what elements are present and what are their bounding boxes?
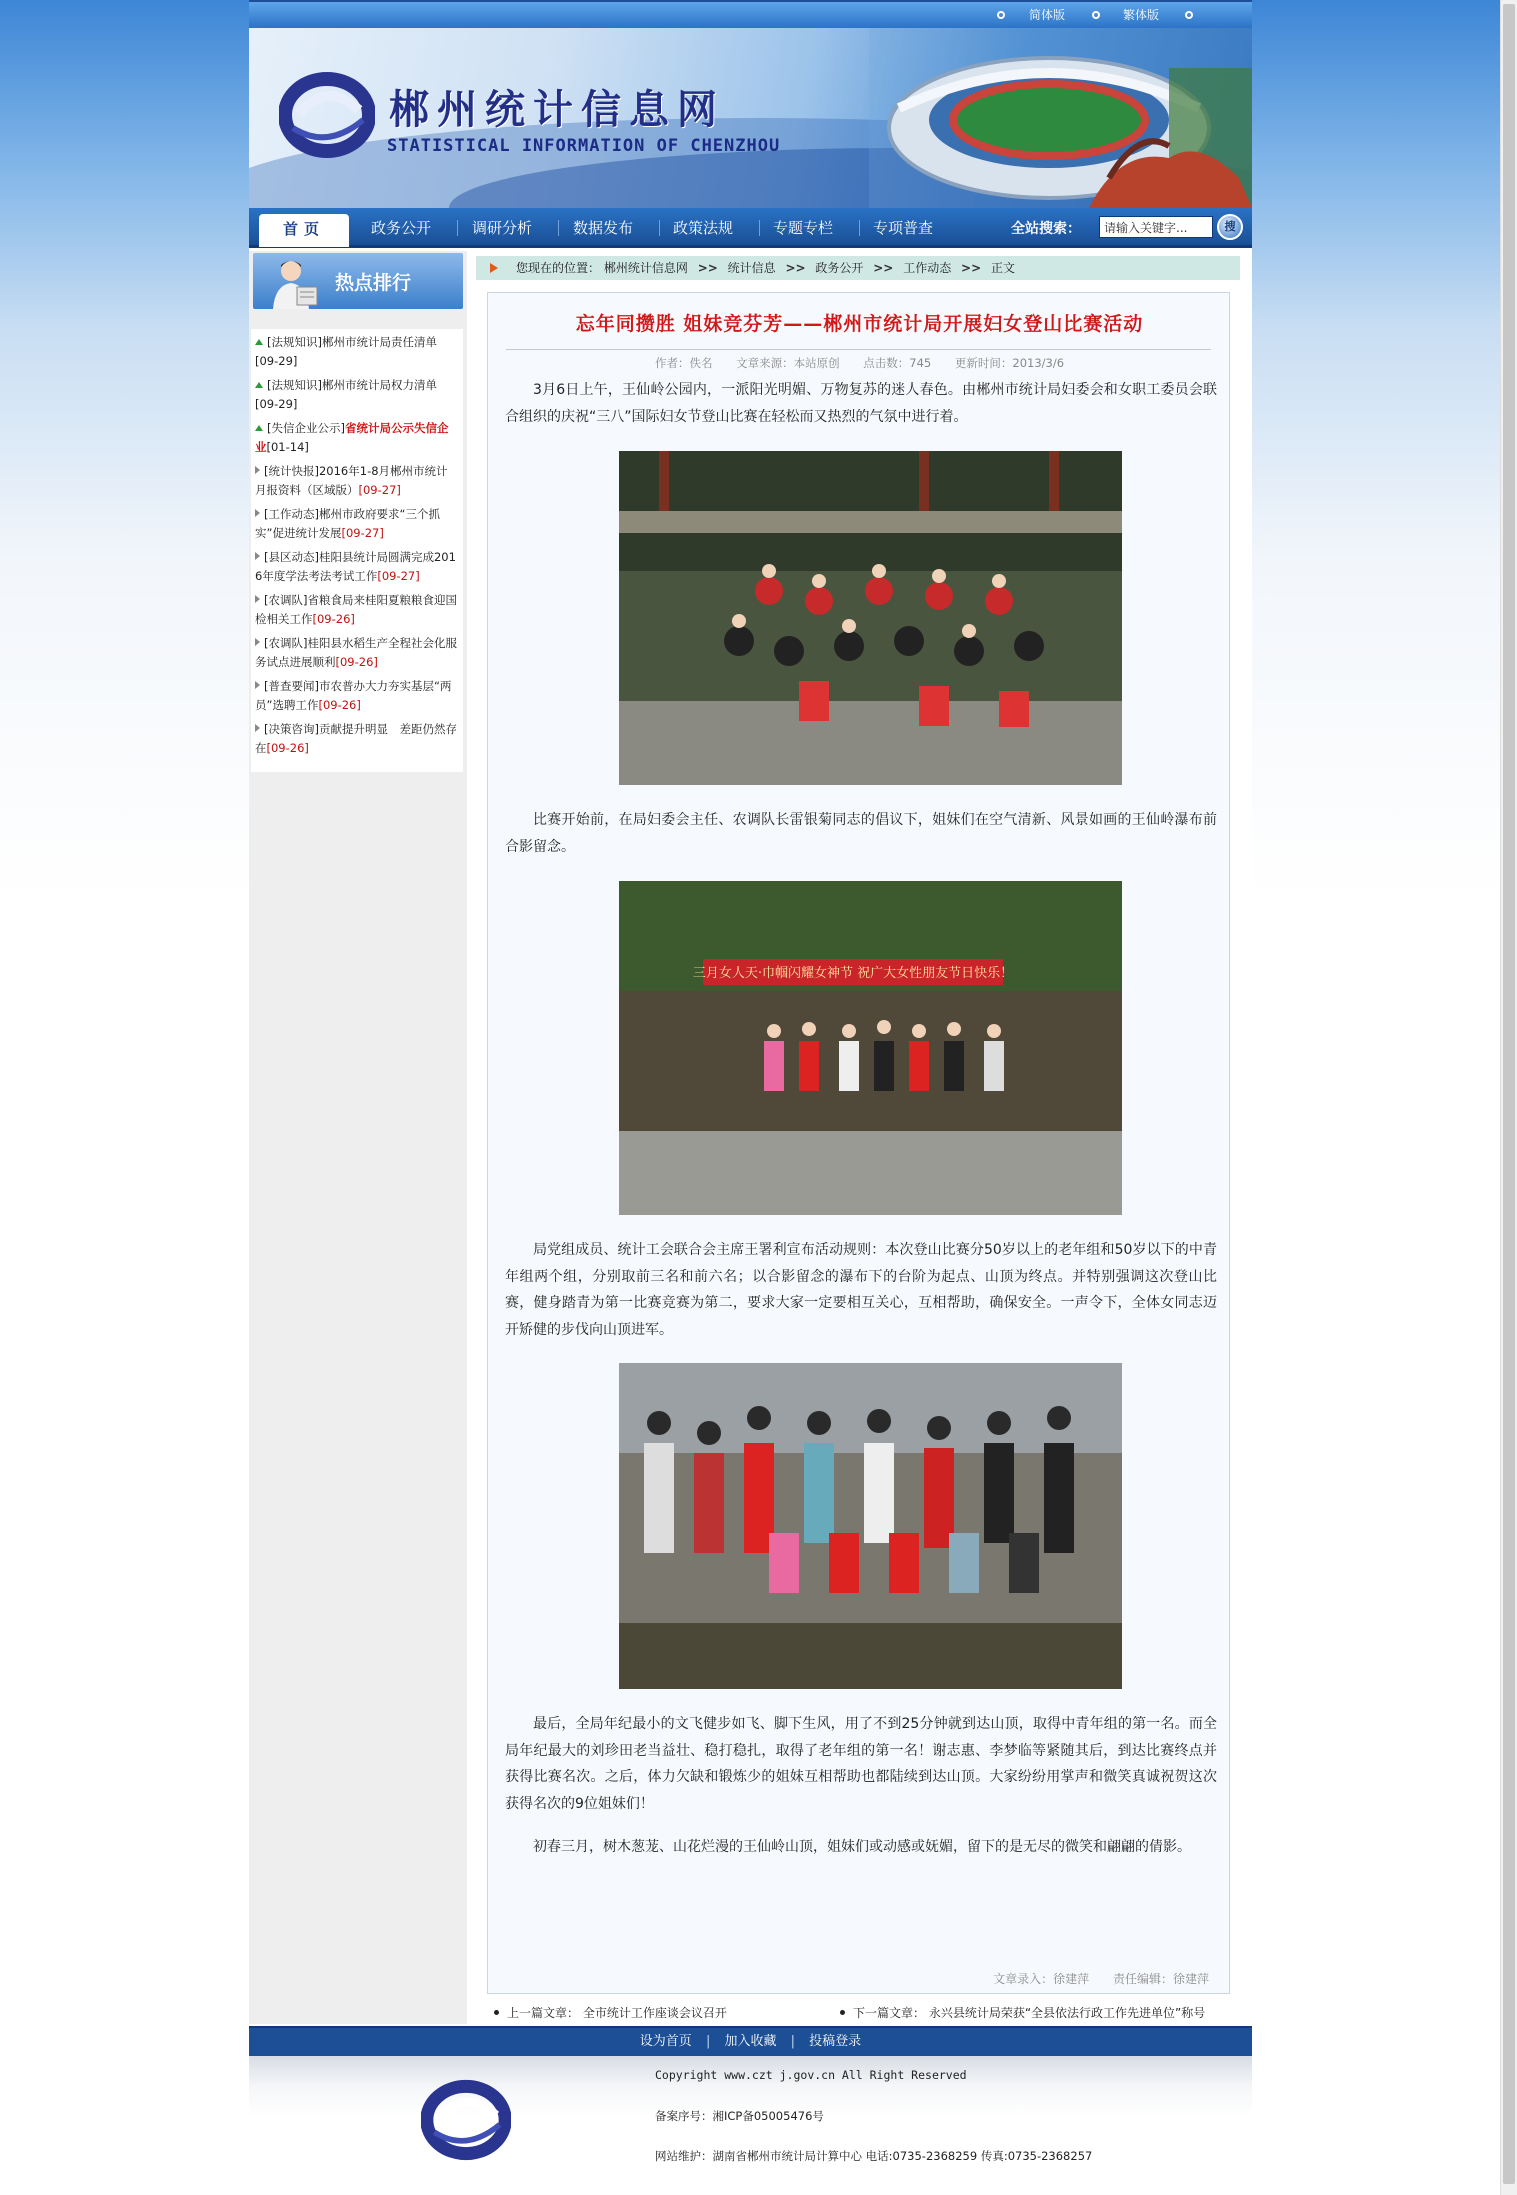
add-favorite-link[interactable]: 加入收藏 xyxy=(724,2034,777,2049)
sidebar xyxy=(249,251,467,2024)
breadcrumb-separator: >> xyxy=(873,261,894,275)
article-recorder: 文章录入：徐建萍 xyxy=(993,1972,1090,1986)
article-photo xyxy=(619,451,1122,785)
article xyxy=(487,292,1230,1994)
breadcrumb-item[interactable]: 政务公开 xyxy=(815,261,864,275)
page-footer xyxy=(249,2056,1252,2176)
bullet-icon xyxy=(255,681,260,689)
hot-item[interactable]: [失信企业公示]省统计局公示失信企业[01-14] xyxy=(255,421,449,454)
hot-ranking-title: 热点排行 xyxy=(335,272,412,294)
nav-separator xyxy=(759,220,760,236)
breadcrumb-current: 正文 xyxy=(990,261,1015,275)
breadcrumb xyxy=(476,256,1240,280)
banner-text: 三月女人天·巾帼闪耀女神节 祝广大女性朋友节日快乐！ xyxy=(692,966,1014,981)
breadcrumb-label: 您现在的位置： xyxy=(516,261,601,275)
bullet-icon xyxy=(255,638,260,646)
submit-login-link[interactable]: 投稿登录 xyxy=(809,2034,862,2049)
set-homepage-link[interactable]: 设为首页 xyxy=(639,2034,692,2049)
article-paragraph: 最后，全局年纪最小的文飞健步如飞、脚下生风，用了不到25分钟就到达山顶，取得中青年组的第一名。而全局年纪最大的刘珍田老当益壮、稳打稳扎，取得了老年组的第一名！谢志惠、李梦临等紧随其后，到达比赛终点并获得比赛名次。之后，体力欠缺和锻炼少的姐妹互相帮助也都陆续到达山顶。大家纷纷用掌声和微笑真诚祝贺这次获得名次的9位姐妹们！ xyxy=(505,1716,1217,1812)
footer-separator: | xyxy=(790,2034,796,2049)
site-subtitle: STATISTICAL INFORMATION OF CHENZHOU xyxy=(387,136,781,156)
footer-separator: | xyxy=(705,2034,711,2049)
bullet-icon xyxy=(255,552,260,560)
site-title: 郴州统计信息网 xyxy=(389,87,725,133)
dot-icon xyxy=(997,11,1005,19)
footer-icp: 备案序号：湘ICP备05005476号 xyxy=(655,2109,824,2123)
meta-updated: 更新时间：2013/3/6 xyxy=(954,356,1065,370)
article-paragraph: 局党组成员、统计工会联合会主席王署利宣布活动规则：本次登山比赛分50岁以上的老年组和50岁以下的中青年组两个组，分别取前三名和前六名；以合影留念的瀑布下的台阶为起点、山顶为终点。并特别强调这次登山比赛，健身踏青为第一比赛竞赛为第二，要求大家一定要相互关心，互相帮助，确保安全。一声令下，全体女同志迈开矫健的步伐向山顶进军。 xyxy=(505,1242,1217,1338)
bullet-icon xyxy=(255,724,260,732)
meta-clicks: 点击数：745 xyxy=(863,356,932,370)
nav-separator xyxy=(859,220,860,236)
article-meta xyxy=(488,355,1231,371)
footer-logo-icon xyxy=(421,2078,511,2166)
scrollbar-thumb[interactable] xyxy=(1503,4,1515,2184)
nav-government-affairs[interactable]: 政务公开 xyxy=(371,219,432,237)
article-paragraph: 3月6日上午，王仙岭公园内，一派阳光明媚、万物复苏的迷人春色。由郴州市统计局妇委会和女职工委员会联合组织的庆祝“三八”国际妇女节登山比赛在轻松而又热烈的气氛中进行着。 xyxy=(505,382,1217,425)
title-divider xyxy=(506,349,1211,350)
breadcrumb-separator: >> xyxy=(697,261,718,275)
article-paragraph: 比赛开始前，在局妇委会主任、农调队长雷银菊同志的倡议下，姐妹们在空气清新、风景如画的王仙岭瀑布前合影留念。 xyxy=(505,812,1217,855)
breadcrumb-item[interactable]: 统计信息 xyxy=(727,261,776,275)
search-input[interactable] xyxy=(1099,216,1213,238)
article-photo xyxy=(619,881,1122,1215)
hot-item[interactable]: [农调队]省粮食局来桂阳夏粮粮食迎国检相关工作[09-26] xyxy=(255,593,457,626)
traditional-link[interactable]: 繁体版 xyxy=(1123,8,1160,22)
article-title: 忘年同攒胜 姐妹竞芬芳——郴州市统计局开展妇女登山比赛活动 xyxy=(575,313,1144,335)
prev-article-link[interactable]: 上一篇文章： 全市统计工作座谈会议召开 xyxy=(494,2004,727,2021)
footer-maintainer: 网站维护：湖南省郴州市统计局计算中心 电话:0735-2368259 传真:0735-2368257 xyxy=(655,2149,1093,2163)
arrow-icon xyxy=(490,263,498,273)
top-strip xyxy=(249,0,1252,28)
breadcrumb-separator: >> xyxy=(961,261,982,275)
simplified-link[interactable]: 简体版 xyxy=(1029,8,1066,22)
meta-author: 作者：佚名 xyxy=(654,356,713,370)
bullet-icon xyxy=(255,382,263,388)
nav-special-census[interactable]: 专项普查 xyxy=(873,219,934,237)
dot-icon xyxy=(1092,11,1100,19)
search-button[interactable]: 搜 xyxy=(1217,214,1243,240)
bullet-icon xyxy=(494,2010,499,2015)
footer-links-bar xyxy=(249,2026,1252,2056)
bullet-icon xyxy=(255,466,260,474)
search-label: 全站搜索： xyxy=(1011,221,1081,237)
bullet-icon xyxy=(255,339,263,345)
header-banner xyxy=(249,28,1252,208)
hot-item[interactable]: [法规知识]郴州市统计局责任清单 [09-29] xyxy=(255,335,437,368)
nav-home[interactable]: 首页 xyxy=(259,214,349,247)
article-paragraph: 初春三月，树木葱茏、山花烂漫的王仙岭山顶，姐妹们或动感或妩媚，留下的是无尽的微笑和翩翩的倩影。 xyxy=(533,1839,1191,1855)
footer-copyright: Copyright www.czt j.gov.cn All Right Reserved xyxy=(655,2068,967,2082)
nav-special-column[interactable]: 专题专栏 xyxy=(773,219,834,237)
hot-ranking-header xyxy=(253,253,463,309)
bullet-icon xyxy=(255,509,260,517)
bullet-icon xyxy=(255,425,263,431)
hot-item[interactable]: [法规知识]郴州市统计局权力清单 [09-29] xyxy=(255,378,437,411)
page-scrollbar[interactable] xyxy=(1500,0,1517,2195)
nav-data-release[interactable]: 数据发布 xyxy=(573,219,634,237)
hot-item[interactable]: [工作动态]郴州市政府要求“三个抓实”促进统计发展[09-27] xyxy=(255,507,440,540)
breadcrumb-separator: >> xyxy=(785,261,806,275)
page-wrapper xyxy=(249,0,1252,2195)
nav-separator xyxy=(558,220,559,236)
prev-next-links xyxy=(494,2004,1244,2024)
hot-item[interactable]: [普查要闻]市农普办大力夯实基层“两员”选聘工作[09-26] xyxy=(255,679,452,712)
site-logo-icon xyxy=(279,70,375,164)
article-photo xyxy=(619,1363,1122,1689)
bullet-icon xyxy=(255,595,260,603)
next-article-link[interactable]: 下一篇文章： 永兴县统计局荣获“全县依法行政工作先进单位”称号 xyxy=(840,2004,1205,2021)
nav-separator xyxy=(659,220,660,236)
hot-ranking-list xyxy=(251,329,463,772)
nav-research-analysis[interactable]: 调研分析 xyxy=(472,219,533,237)
bullet-icon xyxy=(840,2010,845,2015)
hot-item[interactable]: [农调队]桂阳县水稻生产全程社会化服务试点进展顺利[09-26] xyxy=(255,636,457,669)
article-editor: 责任编辑：徐建萍 xyxy=(1112,1972,1209,1986)
breadcrumb-item[interactable]: 郴州统计信息网 xyxy=(603,261,688,275)
main-nav xyxy=(249,208,1252,248)
nav-separator xyxy=(457,220,458,236)
breadcrumb-item[interactable]: 工作动态 xyxy=(903,261,952,275)
hot-item[interactable]: [统计快报]2016年1-8月郴州市统计月报资料（区域版）[09-27] xyxy=(255,464,448,497)
meta-source: 文章来源：本站原创 xyxy=(736,356,840,370)
stadium-image xyxy=(869,28,1252,208)
hot-item[interactable]: [县区动态]桂阳县统计局圆满完成2016年度学法考法考试工作[09-27] xyxy=(255,550,456,583)
nav-policy-law[interactable]: 政策法规 xyxy=(673,219,734,237)
hot-item[interactable]: [决策咨询]贡献提升明显 差距仍然存在[09-26] xyxy=(255,722,457,755)
article-footer xyxy=(973,1970,1209,1987)
dot-icon xyxy=(1185,11,1193,19)
reader-avatar-icon xyxy=(267,257,323,313)
